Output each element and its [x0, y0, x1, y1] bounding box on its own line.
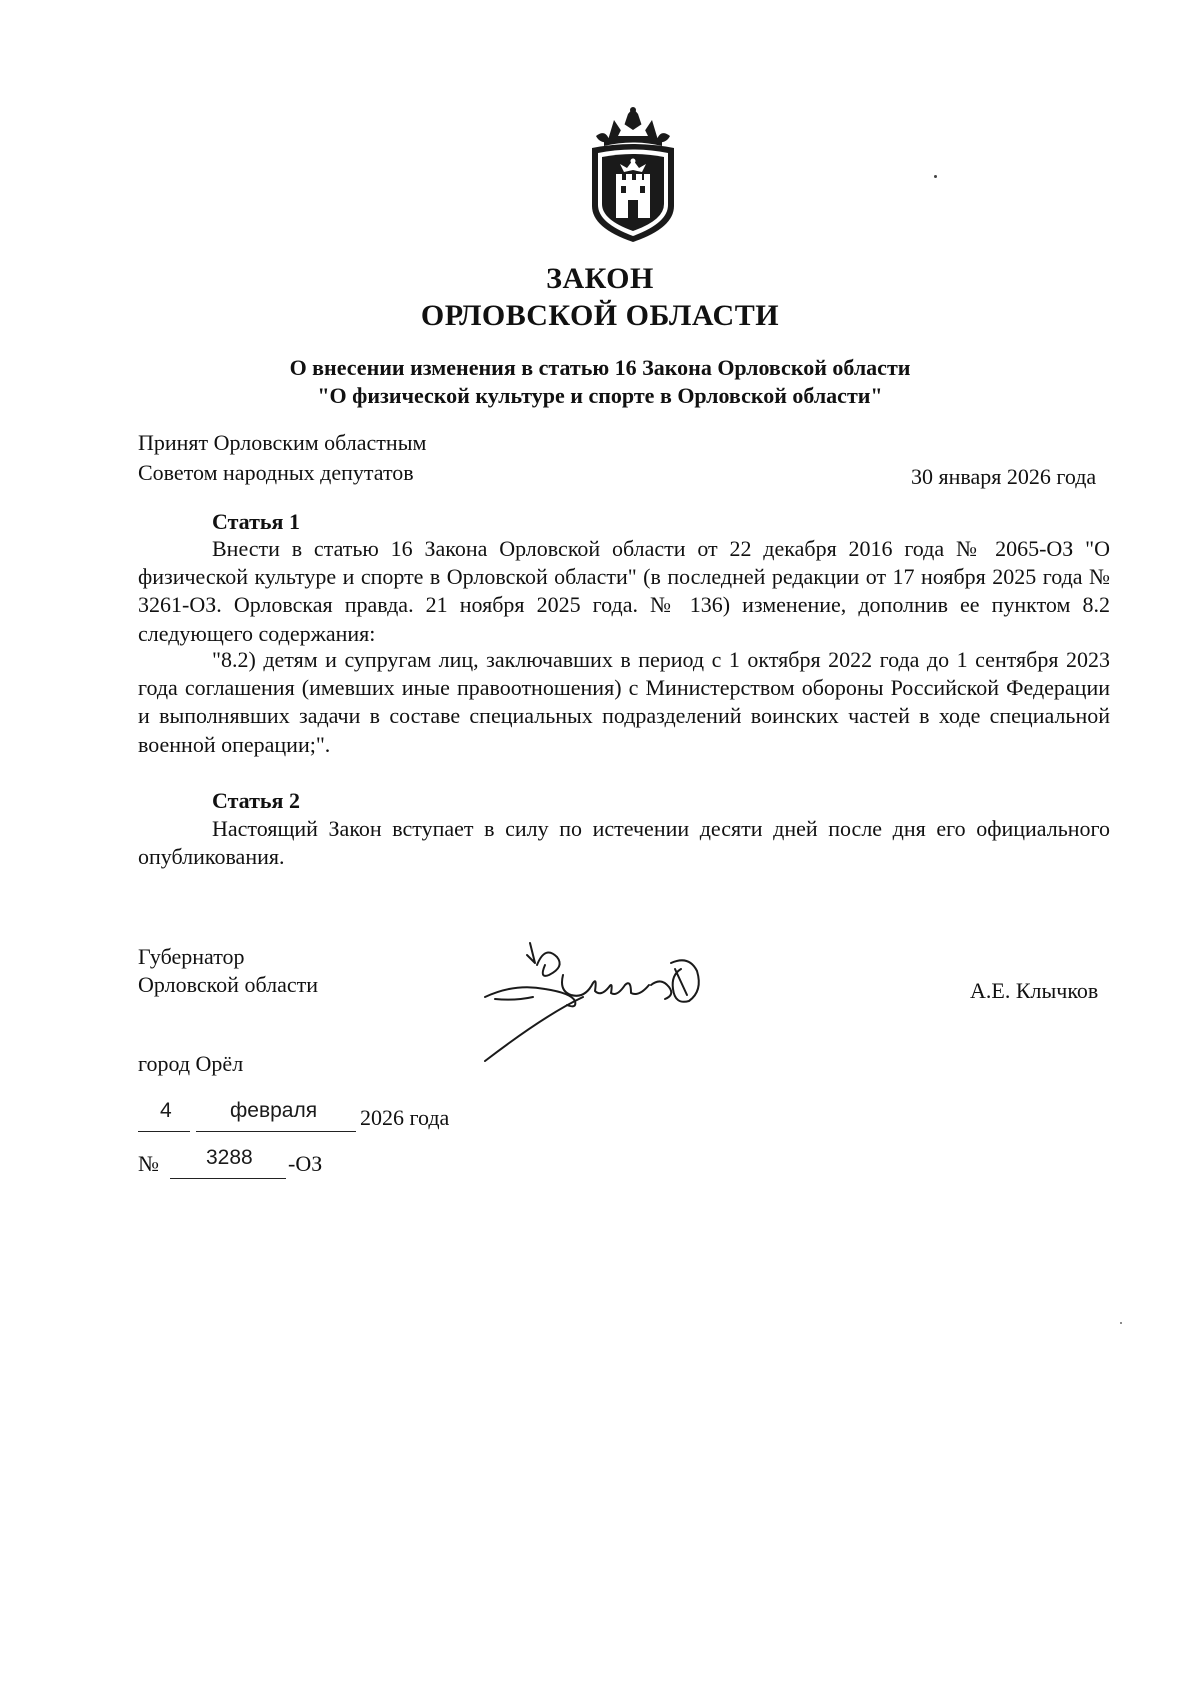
article2-text: Настоящий Закон вступает в силу по истечении десяти дней после дня его официального опубликования. — [138, 816, 1110, 870]
city: город Орёл — [138, 1051, 244, 1076]
governor-title-line2: Орловской области — [138, 972, 318, 997]
signing-date — [138, 1097, 498, 1133]
law-title-line1: ЗАКОН — [546, 262, 654, 295]
article1-quote: "8.2) детям и супругам лиц, заключавших в период с 1 октября 2022 года до 1 сентября 2023 года соглашения (имевших иные правоотношения) с Министерством обороны Российской Федерации и выполнявших задачи в составе специальных подразделений воинских частей в ходе специальной военной операции;". — [138, 647, 1110, 757]
law-subtitle — [0, 354, 1200, 410]
governor-title-line1: Губернатор — [138, 944, 245, 969]
adoption-line2: Советом народных депутатов — [138, 460, 414, 485]
signing-day: 4 — [160, 1099, 172, 1122]
article2-title: Статья 2 — [212, 788, 300, 813]
law-title-line2: ОРЛОВСКОЙ ОБЛАСТИ — [420, 299, 780, 332]
article1-text: Внести в статью 16 Закона Орловской области от 22 декабря 2016 года № 2065-ОЗ "О физической культуре и спорте в Орловской области" (в последней редакции от 17 ноября 2025 года № 3261-ОЗ. Орловская правда. 21 ноября 2025 года. № 136) изменение, дополнив ее пунктом 8.2 следующего содержания: — [138, 536, 1110, 646]
governor-name: А.Е. Клычков — [970, 978, 1099, 1003]
coat-of-arms-icon — [578, 106, 688, 246]
law-subtitle-line1: О внесении изменения в статью 16 Закона Орловской области — [289, 355, 911, 380]
law-number-value: 3288 — [206, 1146, 253, 1169]
scan-speck — [934, 175, 937, 178]
scan-speck — [1120, 1322, 1122, 1324]
handwritten-signature-icon — [475, 935, 710, 1065]
signing-year: 2026 года — [360, 1105, 450, 1130]
number-sign: № — [138, 1151, 159, 1176]
adoption-date: 30 января 2026 года — [911, 464, 1097, 489]
law-title — [0, 260, 1200, 334]
law-subtitle-line2: "О физической культуре и спорте в Орловской области" — [317, 383, 883, 408]
law-number — [138, 1146, 398, 1182]
article1-title: Статья 1 — [212, 509, 300, 534]
signing-month: февраля — [230, 1099, 318, 1122]
number-suffix: -ОЗ — [288, 1151, 323, 1176]
adoption-line1: Принят Орловским областным — [138, 430, 427, 455]
